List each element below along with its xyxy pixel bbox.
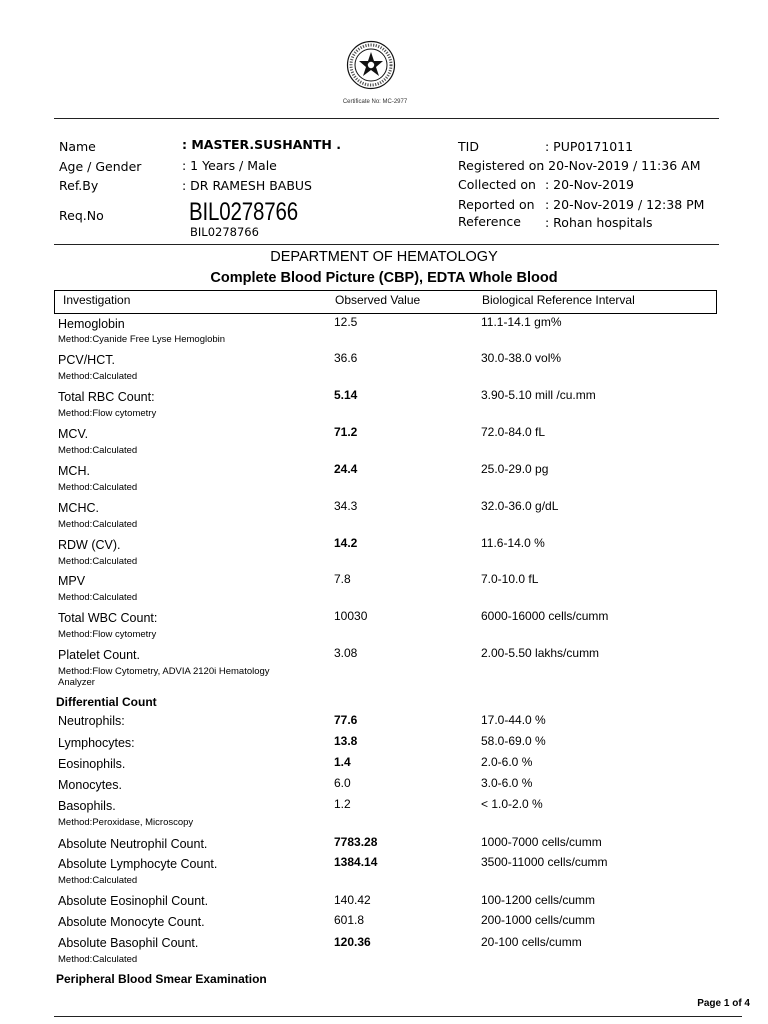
test-value: 1.4: [334, 755, 351, 769]
test-value: 1.2: [334, 797, 351, 811]
test-reference: 11.1-14.1 gm%: [481, 315, 562, 329]
certificate-number: Certificate No: MC-2977: [342, 99, 408, 105]
test-value: 34.3: [334, 499, 358, 513]
test-reference: 6000-16000 cells/cumm: [481, 609, 609, 623]
reported-value: : 20-Nov-2019 / 12:38 PM: [545, 197, 705, 212]
footer-divider: [54, 1016, 742, 1017]
age-gender-value: : 1 Years / Male: [182, 158, 277, 173]
test-name: Total WBC Count:: [58, 611, 158, 625]
reference-value: : Rohan hospitals: [545, 215, 653, 230]
test-method: Method:Calculated: [58, 592, 138, 603]
test-reference: 2.00-5.50 lakhs/cumm: [481, 646, 600, 660]
test-value: 36.6: [334, 351, 358, 365]
test-reference: < 1.0-2.0 %: [481, 797, 543, 811]
test-reference: 58.0-69.0 %: [481, 734, 546, 748]
age-gender-label: Age / Gender: [59, 159, 142, 174]
peripheral-smear-heading: Peripheral Blood Smear Examination: [56, 972, 267, 986]
name-value: : MASTER.SUSHANTH .: [182, 137, 341, 152]
registered-value: : 20-Nov-2019 / 11:36 AM: [540, 158, 701, 173]
registered-label: Registered on: [458, 158, 545, 173]
test-value: 14.2: [334, 536, 358, 550]
test-value: 601.8: [334, 913, 365, 927]
test-value: 6.0: [334, 776, 351, 790]
test-method: Method:Calculated: [58, 556, 138, 567]
test-value: 13.8: [334, 734, 358, 748]
test-value: 120.36: [334, 935, 371, 949]
test-value: 71.2: [334, 425, 358, 439]
tid-label: TID: [458, 139, 479, 154]
test-name: Platelet Count.: [58, 648, 140, 662]
test-method-continued: Analyzer: [58, 677, 95, 688]
ref-by-value: : DR RAMESH BABUS: [182, 178, 312, 193]
test-reference: 32.0-36.0 g/dL: [481, 499, 559, 513]
test-name: MCHC.: [58, 501, 99, 515]
test-method: Method:Calculated: [58, 954, 138, 965]
test-reference: 17.0-44.0 %: [481, 713, 546, 727]
test-reference: 3.90-5.10 mill /cu.mm: [481, 388, 596, 402]
test-method: Method:Calculated: [58, 519, 138, 530]
test-value: 12.5: [334, 315, 358, 329]
column-reference-interval: Biological Reference Interval: [482, 293, 635, 307]
test-name: Monocytes.: [58, 778, 122, 792]
test-value: 24.4: [334, 462, 358, 476]
test-name: Absolute Monocyte Count.: [58, 915, 205, 929]
page-number: Page 1 of 4: [697, 998, 750, 1009]
test-value: 3.08: [334, 646, 358, 660]
name-label: Name: [59, 139, 96, 154]
department-heading: DEPARTMENT OF HEMATOLOGY: [270, 249, 498, 265]
test-name: Basophils.: [58, 799, 116, 813]
ref-by-label: Ref.By: [59, 178, 99, 193]
test-name: PCV/HCT.: [58, 353, 115, 367]
test-reference: 200-1000 cells/cumm: [481, 913, 596, 927]
test-value: 7783.28: [334, 835, 378, 849]
test-method: Method:Flow cytometry: [58, 408, 157, 419]
tid-value: : PUP0171011: [545, 139, 634, 154]
test-method: Method:Calculated: [58, 371, 138, 382]
test-value: 77.6: [334, 713, 358, 727]
test-name: Total RBC Count:: [58, 390, 155, 404]
collected-label: Collected on: [458, 177, 536, 192]
test-reference: 2.0-6.0 %: [481, 755, 533, 769]
test-reference: 30.0-38.0 vol%: [481, 351, 562, 365]
test-name: Absolute Eosinophil Count.: [58, 894, 209, 908]
test-reference: 25.0-29.0 pg: [481, 462, 549, 476]
req-no-value: BIL0278766: [190, 225, 259, 239]
test-reference: 7.0-10.0 fL: [481, 572, 539, 586]
test-value: 5.14: [334, 388, 358, 402]
test-name: MPV: [58, 574, 86, 588]
test-reference: 72.0-84.0 fL: [481, 425, 546, 439]
test-method: Method:Cyanide Free Lyse Hemoglobin: [58, 334, 226, 345]
req-no-label: Req.No: [59, 208, 104, 223]
test-method: Method:Flow cytometry: [58, 629, 157, 640]
test-value: 7.8: [334, 572, 351, 586]
info-divider: [54, 244, 719, 245]
test-method: Method:Flow Cytometry, ADVIA 2120i Hematology: [58, 666, 270, 677]
test-name: Hemoglobin: [58, 317, 125, 331]
test-reference: 1000-7000 cells/cumm: [481, 835, 602, 849]
accreditation-seal-logo: [346, 40, 396, 90]
differential-count-heading: Differential Count: [56, 695, 157, 709]
report-title: Complete Blood Picture (CBP), EDTA Whole Blood: [210, 270, 558, 286]
column-observed-value: Observed Value: [335, 293, 421, 307]
test-name: Lymphocytes:: [58, 736, 135, 750]
test-value: 10030: [334, 609, 368, 623]
test-reference: 20-100 cells/cumm: [481, 935, 582, 949]
reference-label: Reference: [458, 214, 521, 229]
test-reference: 3.0-6.0 %: [481, 776, 533, 790]
req-no-barcode-text: BIL0278766: [189, 198, 298, 226]
test-name: Absolute Neutrophil Count.: [58, 837, 208, 851]
test-name: Absolute Lymphocyte Count.: [58, 857, 218, 871]
test-reference: 11.6-14.0 %: [481, 536, 545, 550]
test-method: Method:Calculated: [58, 875, 138, 886]
collected-value: : 20-Nov-2019: [545, 177, 634, 192]
test-name: Eosinophils.: [58, 757, 126, 771]
test-value: 1384.14: [334, 855, 378, 869]
test-method: Method:Calculated: [58, 445, 138, 456]
test-method: Method:Peroxidase, Microscopy: [58, 817, 194, 828]
test-name: MCH.: [58, 464, 90, 478]
test-method: Method:Calculated: [58, 482, 138, 493]
test-reference: 3500-11000 cells/cumm: [481, 855, 608, 869]
test-name: Absolute Basophil Count.: [58, 936, 199, 950]
reported-label: Reported on: [458, 197, 535, 212]
top-divider: [54, 118, 719, 119]
test-reference: 100-1200 cells/cumm: [481, 893, 596, 907]
test-name: Neutrophils:: [58, 714, 125, 728]
column-investigation: Investigation: [63, 293, 131, 307]
test-name: RDW (CV).: [58, 538, 121, 552]
test-value: 140.42: [334, 893, 371, 907]
test-name: MCV.: [58, 427, 89, 441]
